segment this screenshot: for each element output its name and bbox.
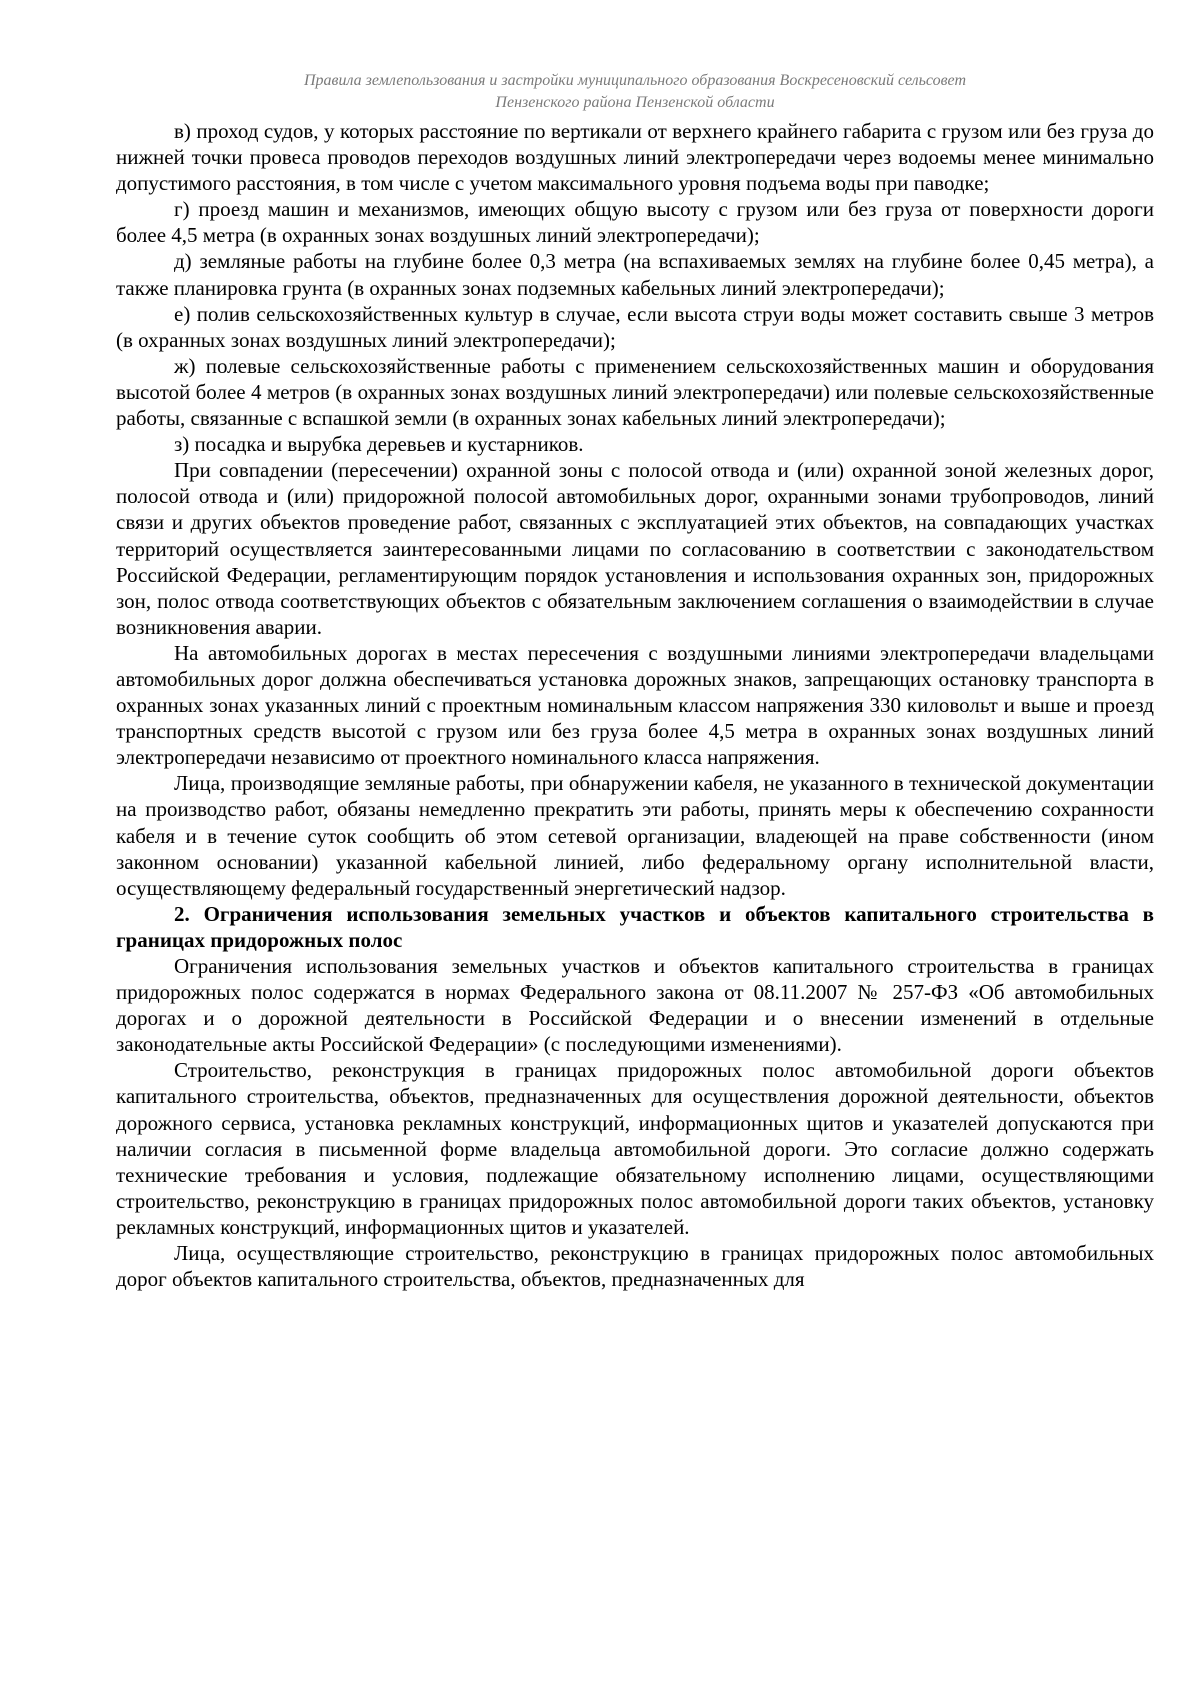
paragraph-item-g: г) проезд машин и механизмов, имеющих общую высоту с грузом или без груза от поверхности дороги более 4,5 метра (в охранных зонах воздушных линий электропередачи); (116, 197, 1154, 248)
paragraph-federal-law: Ограничения использования земельных участков и объектов капитального строительства в границах придорожных полос содержатся в нормах Федерального закона от 08.11.2007 № 257-ФЗ «Об автомобильных дорогах и о дорожной деятельности в Российской Федерации и о внесении изменений в отдельные законодательные акты Российской Федерации» (с последующими изменениями). (116, 954, 1154, 1057)
document-page (116, 70, 1154, 1292)
paragraph-item-z: з) посадка и вырубка деревьев и кустарников. (174, 432, 584, 457)
paragraph-zone-overlap: При совпадении (пересечении) охранной зоны с полосой отвода и (или) охранной зоной железных дорог, полосой отвода и (или) придорожной полосой автомобильных дорог, охранными зонами трубопроводов, линий связи и других объектов проведение работ, связанных с эксплуатацией этих объектов, на совпадающих участках территорий осуществляется заинтересованными лицами по согласованию в соответствии с законодательством Российской Федерации, регламентирующим порядок установления и использования охранных зон, придорожных зон, полос отвода соответствующих объектов с обязательным заключением соглашения о взаимодействии в случае возникновения аварии. (116, 458, 1154, 639)
paragraph-cable-discovery: Лица, производящие земляные работы, при обнаружении кабеля, не указанного в технической документации на производство работ, обязаны немедленно прекратить эти работы, принять меры к обеспечению сохранности кабеля и в течение суток сообщить об этом сетевой организации, владеющей на праве собственности (ином законном основании) указанной кабельной линией, либо федеральному органу исполнительной власти, осуществляющему федеральный государственный энергетический надзор. (116, 771, 1154, 900)
paragraph-construction-consent: Строительство, реконструкция в границах придорожных полос автомобильной дороги объектов капитального строительства, объектов, предназначенных для осуществления дорожной деятельности, объектов дорожного сервиса, установка рекламных конструкций, информационных щитов и указателей допускаются при наличии согласия в письменной форме владельца автомобильной дороги. Это согласие должно содержать технические требования и условия, подлежащие обязательному исполнению лицами, осуществляющими строительство, реконструкцию в границах придорожных полос автомобильной дороги таких объектов, установку рекламных конструкций, информационных щитов и указателей. (116, 1058, 1154, 1239)
paragraph-construction-persons: Лица, осуществляющие строительство, реконструкцию в границах придорожных полос автомобильных дорог объектов капитального строительства, объектов, предназначенных для (116, 1241, 1154, 1292)
paragraph-item-zh: ж) полевые сельскохозяйственные работы с применением сельскохозяйственных машин и оборудования высотой более 4 метров (в охранных зонах воздушных линий электропередачи) или полевые сельскохозяйственные работы, связанные с вспашкой земли (в охранных зонах кабельных линий электропередачи); (116, 353, 1154, 431)
running-header-line-1: Правила землепользования и застройки муниципального образования Воскресеновский сельсовет (304, 72, 966, 89)
running-header (116, 70, 1154, 114)
document-body (116, 118, 1154, 1292)
running-header-line-2: Пензенского района Пензенской области (495, 94, 775, 111)
section-heading: 2. Ограничения использования земельных участков и объектов капитального строительства в границах придорожных полос (116, 901, 1154, 952)
paragraph-item-v: в) проход судов, у которых расстояние по вертикали от верхнего крайнего габарита с грузом или без груза до нижней точки провеса проводов переходов воздушных линий электропередачи через водоемы менее минимально допустимого расстояния, в том числе с учетом максимального уровня подъема воды при паводке; (116, 119, 1154, 196)
paragraph-item-d: д) земляные работы на глубине более 0,3 метра (на вспахиваемых землях на глубине более 0,45 метра), а также планировка грунта (в охранных зонах подземных кабельных линий электропередачи); (116, 249, 1154, 300)
paragraph-item-e: е) полив сельскохозяйственных культур в случае, если высота струи воды может составить свыше 3 метров (в охранных зонах воздушных линий электропередачи); (116, 301, 1154, 352)
paragraph-road-signs: На автомобильных дорогах в местах пересечения с воздушными линиями электропередачи владельцами автомобильных дорог должна обеспечиваться установка дорожных знаков, запрещающих остановку транспорта в охранных зонах указанных линий с проектным номинальным классом напряжения 330 киловольт и выше и проезд транспортных средств высотой с грузом или без груза более 4,5 метра в охранных зонах воздушных линий электропередачи независимо от проектного номинального класса напряжения. (116, 640, 1154, 770)
